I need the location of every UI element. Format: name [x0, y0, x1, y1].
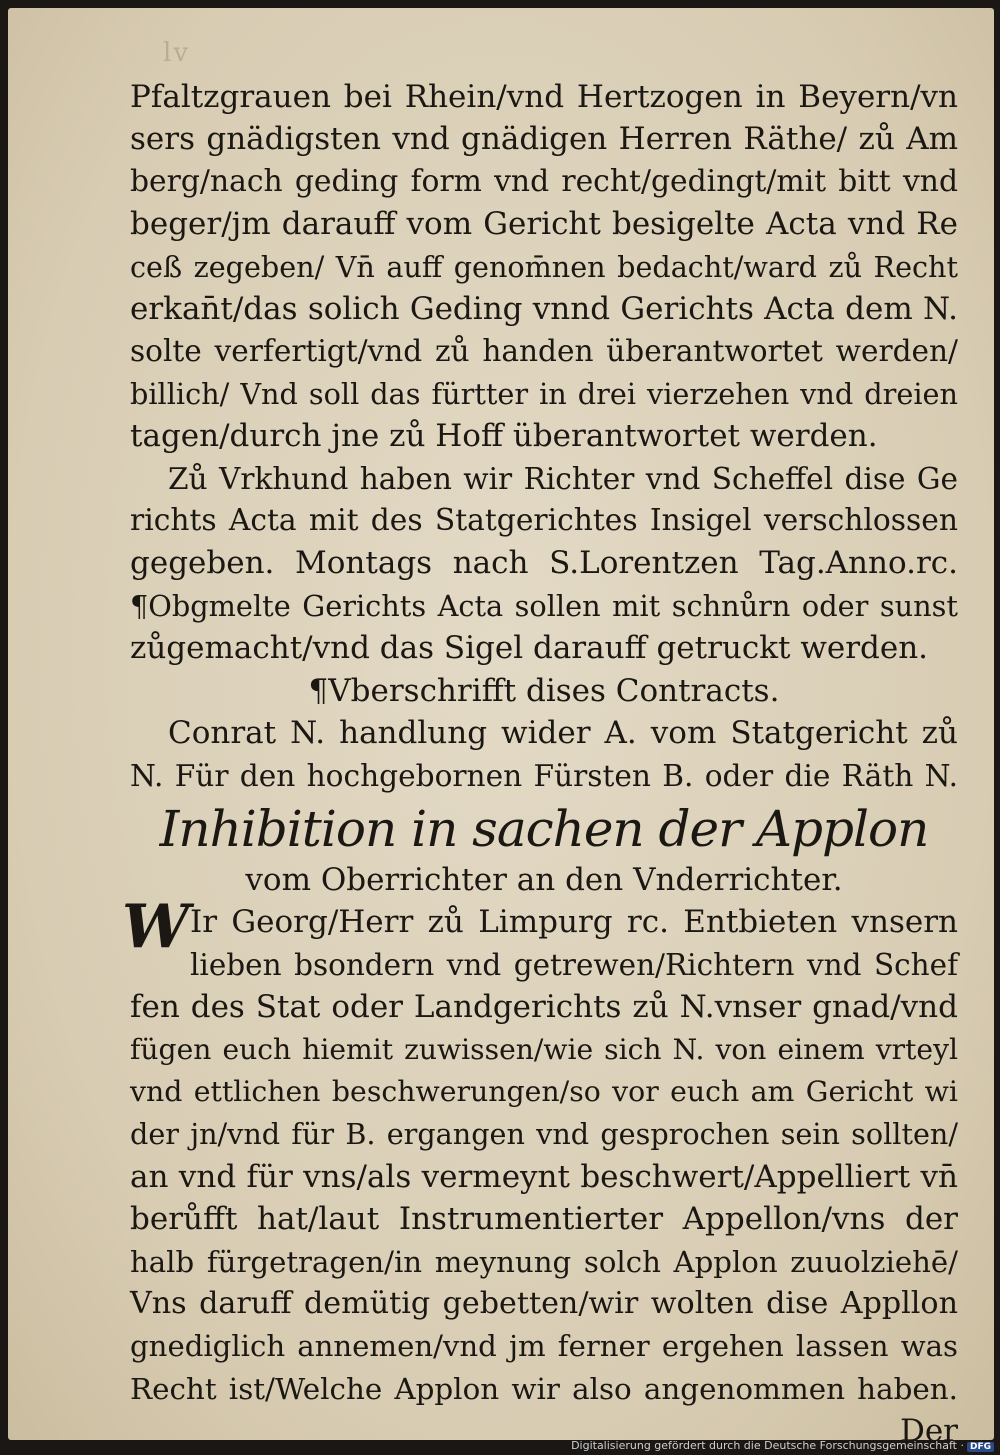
section-subheading: vom Oberrichter an den Vnderrichter. — [245, 861, 843, 898]
text-line: gegeben. Montags nach S.Lorentzen Tag.Anno.rc. — [130, 545, 958, 582]
text-line: solte verfertigt/vnd zů handen überantwortet werden/ — [130, 334, 958, 369]
text-line: billich/ Vnd soll das fürtter in drei vierzehen vnd dreien — [130, 376, 958, 411]
text-line: N. Für den hochgebornen Fürsten B. oder die Räth N. — [130, 758, 958, 793]
credit-text: Digitalisierung gefördert durch die Deutsche Forschungsgemeinschaft · — [571, 1439, 964, 1452]
text-line: berg/nach geding form vnd recht/gedingt/mit bitt vnd — [130, 163, 958, 199]
decorated-initial: W — [122, 892, 190, 963]
text-line: ceß zegeben/ Vn̄ auff genom̄nen bedacht/ward zů Recht — [130, 249, 958, 284]
text-line: Pfaltzgrauen bei Rhein/vnd Hertzogen in Beyern/vn — [130, 79, 958, 115]
text-line: erkan̄t/das solich Geding vnnd Gerichts Acta dem N. — [130, 291, 958, 328]
text-line: Recht ist/Welche Applon wir also angenommen haben. — [130, 1371, 958, 1406]
text-block — [122, 76, 958, 1453]
text-line: ¶Obgmelte Gerichts Acta sollen mit schnůrn oder sunst — [130, 588, 958, 623]
section-title: ¶Vberschrifft dises Contracts. — [308, 672, 780, 709]
text-line: halb fürgetragen/in meynung solch Applon zuuolziehē/ — [130, 1244, 958, 1279]
catchword: Der — [899, 1413, 958, 1450]
text-line: beger/jm darauff vom Gericht besigelte Acta vnd Re — [130, 206, 958, 243]
text-line: Ir Georg/Herr zů Limpurg rc. Entbieten vnsern — [190, 904, 958, 941]
text-line: an vnd für vns/als vermeynt beschwert/Appelliert vn̄ — [130, 1158, 958, 1195]
text-line: zůgemacht/vnd das Sigel darauff getruckt werden. — [130, 630, 929, 667]
section-heading: Inhibition in sachen der Applon — [159, 799, 929, 858]
text-line: tagen/durch jne zů Hoff überantwortet werden. — [130, 418, 878, 455]
folio-number: lv — [163, 38, 191, 68]
text-line: richts Acta mit des Statgerichtes Insigel verschlossen — [130, 503, 958, 539]
text-line: der jn/vnd für B. ergangen vnd gesprochen sein sollten/ — [130, 1117, 958, 1152]
text-line: vnd ettlichen beschwerungen/so vor euch am Gericht wi — [130, 1074, 958, 1108]
text-line: berůfft hat/laut Instrumentierter Appellon/vns der — [130, 1201, 958, 1238]
initial-paragraph — [122, 892, 958, 986]
text-line: lieben bsondern vnd getrewen/Richtern vnd Schef — [190, 947, 958, 982]
text-line: Zů Vrkhund haben wir Richter vnd Scheffel dise Ge — [168, 461, 958, 496]
text-line: Conrat N. handlung wider A. vom Statgericht zů — [168, 715, 958, 752]
text-line: gnediglich annemen/vnd jm ferner ergehen lassen was — [130, 1329, 958, 1364]
text-line: Vns daruff demütig gebetten/wir wolten dise Appllon — [130, 1285, 958, 1321]
dfg-logo-icon: DFG — [967, 1442, 994, 1452]
text-line: fügen euch hiemit zuwissen/wie sich N. von einem vrteyl — [130, 1032, 958, 1066]
text-line: sers gnädigsten vnd gnädigen Herren Räthe/ zů Am — [130, 121, 958, 158]
digitization-credit — [571, 1439, 994, 1453]
text-line: fen des Stat oder Landgerichts zů N.vnser gnad/vnd — [130, 989, 958, 1026]
